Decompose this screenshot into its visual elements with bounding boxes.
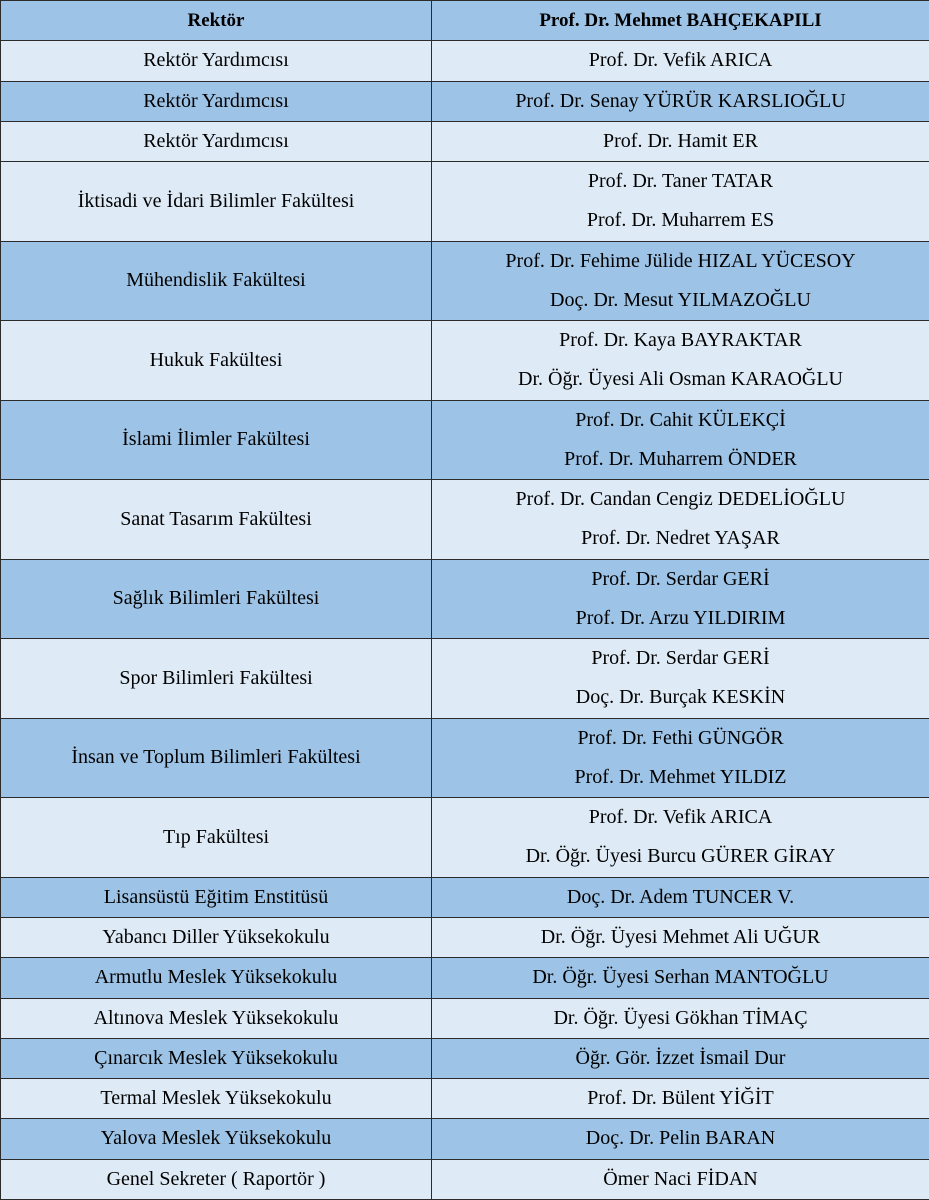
unit-cell: Sanat Tasarım Fakültesi [1,480,432,560]
person-cell [432,917,929,957]
header-row [1,1,929,41]
person-cell [432,998,929,1038]
table-row [1,162,929,242]
unit-cell: İktisadi ve İdari Bilimler Fakültesi [1,162,432,242]
person-name: Prof. Dr. Mehmet BAHÇEKAPILI [539,10,822,32]
person-name: Prof. Dr. Fethi GÜNGÖR [577,726,784,749]
unit-cell: Mühendislik Fakültesi [1,241,432,321]
table-row [1,639,929,719]
person-name: Prof. Dr. Muharrem ES [586,209,775,232]
unit-cell: Hukuk Fakültesi [1,321,432,401]
unit-cell: Rektör Yardımcısı [1,81,432,121]
person-name: Ömer Naci FİDAN [603,1167,758,1190]
table-row [1,917,929,957]
unit-cell: Termal Meslek Yüksekokulu [1,1079,432,1119]
person-name: Dr. Öğr. Üyesi Mehmet Ali UĞUR [540,926,821,949]
person-name: Doç. Dr. Pelin BARAN [585,1127,776,1150]
person-cell [432,798,929,878]
person-name: Prof. Dr. Kaya BAYRAKTAR [559,329,802,352]
person-name: Prof. Dr. Vefik ARICA [588,806,773,829]
unit-cell: Rektör Yardımcısı [1,121,432,161]
header-person-cell [432,1,929,41]
table-row [1,559,929,639]
person-cell [432,480,929,560]
person-name: Prof. Dr. Arzu YILDIRIM [575,606,786,629]
table-row [1,480,929,560]
person-cell [432,1119,929,1159]
person-name: Prof. Dr. Hamit ER [603,129,758,152]
unit-cell: İnsan ve Toplum Bilimleri Fakültesi [1,718,432,798]
person-name: Prof. Dr. Fehime Jülide HIZAL YÜCESOY [505,249,856,272]
unit-cell: Yabancı Diller Yüksekokulu [1,917,432,957]
table-row [1,81,929,121]
unit-cell: Spor Bilimleri Fakültesi [1,639,432,719]
person-cell [432,877,929,917]
unit-cell: Lisansüstü Eğitim Enstitüsü [1,877,432,917]
table-row [1,1079,929,1119]
unit-cell: Yalova Meslek Yüksekokulu [1,1119,432,1159]
person-cell [432,400,929,480]
person-cell [432,1159,929,1199]
table-row [1,1119,929,1159]
person-name: Prof. Dr. Taner TATAR [587,170,774,193]
table-row [1,798,929,878]
table-row [1,718,929,798]
table-row [1,877,929,917]
unit-cell: Çınarcık Meslek Yüksekokulu [1,1038,432,1078]
table-row [1,121,929,161]
person-name: Prof. Dr. Serdar GERİ [591,647,770,670]
person-name: Prof. Dr. Mehmet YILDIZ [574,765,787,788]
table-row [1,998,929,1038]
person-name: Doç. Dr. Adem TUNCER V. [566,885,795,908]
person-cell [432,162,929,242]
table-body [1,1,929,1200]
person-name: Prof. Dr. Serdar GERİ [591,567,770,590]
person-name: Dr. Öğr. Üyesi Ali Osman KARAOĞLU [518,368,843,391]
person-name: Doç. Dr. Mesut YILMAZOĞLU [550,288,811,311]
person-cell [432,639,929,719]
unit-cell: Armutlu Meslek Yüksekokulu [1,958,432,998]
person-name: Prof. Dr. Nedret YAŞAR [581,527,780,550]
unit-cell: Altınova Meslek Yüksekokulu [1,998,432,1038]
person-name: Prof. Dr. Muharrem ÖNDER [564,447,797,470]
unit-cell: Sağlık Bilimleri Fakültesi [1,559,432,639]
table-row [1,321,929,401]
person-name: Dr. Öğr. Üyesi Serhan MANTOĞLU [532,966,829,989]
person-name: Doç. Dr. Burçak KESKİN [575,686,786,709]
person-cell [432,121,929,161]
person-cell [432,81,929,121]
table-row [1,1038,929,1078]
person-name: Prof. Dr. Candan Cengiz DEDELİOĞLU [515,488,846,511]
person-cell [432,559,929,639]
unit-cell: İslami İlimler Fakültesi [1,400,432,480]
table-row [1,241,929,321]
person-name: Öğr. Gör. İzzet İsmail Dur [575,1046,786,1069]
header-unit-cell: Rektör [1,1,432,41]
unit-cell: Genel Sekreter ( Raportör ) [1,1159,432,1199]
unit-cell: Rektör Yardımcısı [1,41,432,81]
person-name: Prof. Dr. Bülent YİĞİT [587,1087,774,1110]
person-cell [432,958,929,998]
table-row [1,1159,929,1199]
table-row [1,41,929,81]
person-name: Dr. Öğr. Üyesi Gökhan TİMAÇ [553,1006,808,1029]
person-cell [432,1038,929,1078]
person-cell [432,241,929,321]
person-cell [432,718,929,798]
person-cell [432,1079,929,1119]
person-name: Prof. Dr. Vefik ARICA [588,49,773,72]
person-name: Prof. Dr. Senay YÜRÜR KARSLIOĞLU [515,89,846,112]
person-cell [432,41,929,81]
unit-cell: Tıp Fakültesi [1,798,432,878]
table-row [1,400,929,480]
person-name: Dr. Öğr. Üyesi Burcu GÜRER GİRAY [525,845,836,868]
table-row [1,958,929,998]
person-name: Prof. Dr. Cahit KÜLEKÇİ [575,408,786,431]
person-cell [432,321,929,401]
